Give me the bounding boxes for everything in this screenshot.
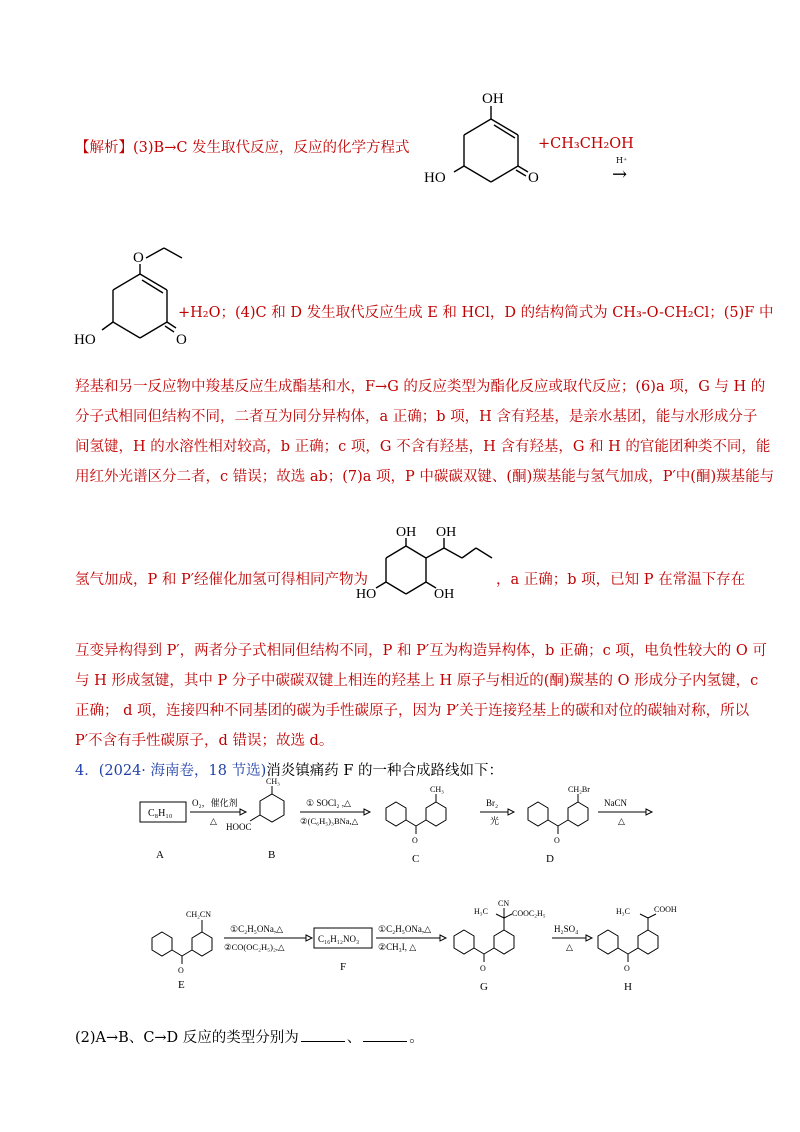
compound-d-label: D: [546, 853, 554, 865]
h-ring2: [638, 930, 658, 954]
plus-ethanol: +CH₃CH₂OH: [538, 136, 634, 152]
cond2-2: ②(C₆H₅)₃BNa,△: [300, 816, 359, 826]
b-hooc: HOOC: [226, 822, 252, 832]
sub-question-text: (2)A→B、C→D 反应的类型分别为: [75, 1030, 299, 1046]
compound-g-label: G: [480, 981, 488, 993]
b-ch3: CH₃: [266, 777, 280, 786]
compound-b-label: B: [268, 849, 276, 861]
ho-label: HO: [424, 170, 446, 186]
cond5-1: ①C₂H₅ONa,△: [230, 924, 284, 934]
arrow-2-head: [364, 809, 370, 815]
g-h3c: H₃C: [474, 907, 488, 916]
compound-f-formula: C₁₆H₁₂NO₃: [318, 934, 360, 944]
question-text: 消炎镇痛药 F 的一种合成路线如下：: [266, 763, 504, 779]
e-o: O: [178, 966, 184, 975]
answer-blank-1[interactable]: [301, 1028, 345, 1042]
h-o: O: [624, 964, 630, 973]
e-ch2cn: CH₂CN: [186, 910, 212, 919]
analysis-line: 分子式相同但结构不同，二者互为同分异构体，a 正确；b 项，H 含有羟基，是亲水基团，能与水形成分子: [75, 409, 758, 425]
arrow-7-head: [586, 935, 592, 941]
b-ring: [260, 794, 284, 822]
compound-e-label: E: [178, 979, 185, 991]
compound-a-label: A: [156, 849, 164, 861]
analysis-text-2: +H₂O；(4)C 和 D 发生取代反应生成 E 和 HCl，D 的结构简式为 CH₃-O-CH₂Cl；(5)F 中: [178, 305, 774, 321]
arrow-6-head: [440, 935, 446, 941]
sub-question: [75, 1026, 424, 1047]
cond7-top: H₂SO₄: [554, 924, 579, 934]
analysis-line: 与 H 形成氢键，其中 P 分子中碳碳双键上相连的羟基上 H 原子与相近的(酮)羰基的 O 形成分子内氢键，c: [75, 673, 759, 689]
compound-f-label: F: [340, 961, 347, 973]
cond4-top: NaCN: [604, 798, 627, 808]
c-ch3: CH₃: [430, 785, 444, 794]
e-ring1: [152, 932, 172, 956]
synthesis-scheme: [100, 777, 677, 1000]
d-ring1: [528, 802, 548, 826]
oh-label: OH: [482, 91, 504, 107]
cond6-2: ②CH₃I, △: [378, 942, 417, 952]
analysis-line-1: [75, 136, 410, 157]
question-header: [75, 759, 503, 780]
end-mark: 。: [409, 1030, 424, 1046]
ketone-o-label: O: [176, 332, 187, 348]
analysis-line: 羟基和另一反应物中羧基反应生成酯基和水，F→G 的反应类型为酯化反应或取代反应；(6)a 项，G 与 H 的: [75, 379, 766, 395]
ether-o-label: O: [133, 250, 144, 266]
acid-condition: H⁺: [616, 156, 628, 165]
g-o: O: [480, 964, 486, 973]
answer-blank-2[interactable]: [363, 1028, 407, 1042]
cond6-1: ①C₂H₅ONa,△: [378, 924, 432, 934]
molecule-hydrogenated-product: [356, 524, 506, 612]
analysis-line: 间氢键，H 的水溶性相对较高，b 正确；c 项，G 不含有羟基，H 含有羟基，G 和 H 的官能团种类不同，能: [75, 439, 771, 455]
c-ring2: [426, 802, 446, 826]
h-ring1: [598, 930, 618, 954]
c-ring1: [386, 802, 406, 826]
cond7-bot: △: [566, 942, 573, 952]
d-o: O: [554, 836, 560, 845]
ho-label: HO: [74, 332, 96, 348]
arrow-1-head: [240, 809, 246, 815]
analysis-line: P′不含有手性碳原子，d 错误；故选 d。: [75, 733, 334, 749]
o-label: O: [528, 170, 539, 186]
cond3-bot: 光: [490, 816, 500, 826]
arrow-4-head: [646, 809, 652, 815]
oh-label: OH: [396, 525, 417, 540]
molecule-dihydroxy-cyclohexenone: [420, 88, 550, 198]
g-ester: COOC₂H₅: [512, 909, 546, 918]
g-cn: CN: [498, 899, 510, 908]
analysis-text-1: (3)B→C 发生取代反应，反应的化学方程式: [133, 140, 410, 156]
cond1-bot: △: [210, 816, 217, 826]
separator: 、: [346, 1030, 362, 1046]
question-number: 4．: [75, 763, 99, 779]
compound-a-formula: C₈H₁₀: [148, 808, 173, 819]
oh-label: OH: [434, 587, 455, 602]
cond3-top: Br₂: [486, 798, 499, 808]
e-ring2: [192, 932, 212, 956]
molecule-ethoxy-cyclohexenone: [70, 244, 200, 354]
analysis-text-3: 氢气加成，P 和 P′经催化加氢可得相同产物为: [75, 572, 369, 588]
question-source: (2024· 海南卷，18 节选): [98, 763, 267, 779]
analysis-line: 互变异构得到 P′，两者分子式相同但结构不同，P 和 P′互为构造异构体，b 正确；c 项，电负性较大的 O 可: [75, 643, 767, 659]
d-ring2: [568, 802, 588, 826]
compound-c-label: C: [412, 853, 420, 865]
g-ring2: [494, 930, 514, 954]
analysis-line: 正确； d 项，连接四种不同基团的碳为手性碳原子，因为 P′关于连接羟基上的碳和对位的碳轴对称，所以: [75, 703, 750, 719]
ho-label: HO: [356, 587, 377, 602]
h-h3c: H₃C: [616, 907, 630, 916]
d-ch2br: CH₂Br: [568, 785, 590, 794]
cond5-2: ②CO(OC₂H₅)₂,△: [224, 942, 285, 952]
reaction-arrow: →: [612, 164, 628, 185]
h-cooh: COOH: [654, 905, 677, 914]
c-o: O: [412, 836, 418, 845]
arrow-3-head: [508, 809, 514, 815]
cond4-bot: △: [618, 816, 625, 826]
arrow-5-head: [306, 935, 312, 941]
analysis-line: 用红外光谱区分二者，c 错误；故选 ab；(7)a 项，P 中碳碳双键、(酮)羰基能与氢气加成，P′中(酮)羰基能与: [75, 469, 775, 485]
analysis-text-4: ，a 正确；b 项，已知 P 在常温下存在: [496, 572, 746, 588]
cond1-top: O₂，催化剂: [192, 798, 238, 808]
analysis-tag: 【解析】: [75, 140, 133, 156]
oh-label: OH: [436, 525, 457, 540]
cond2-1: ① SOCl₂ ,△: [306, 798, 351, 808]
compound-h-label: H: [624, 981, 632, 993]
g-ring1: [454, 930, 474, 954]
